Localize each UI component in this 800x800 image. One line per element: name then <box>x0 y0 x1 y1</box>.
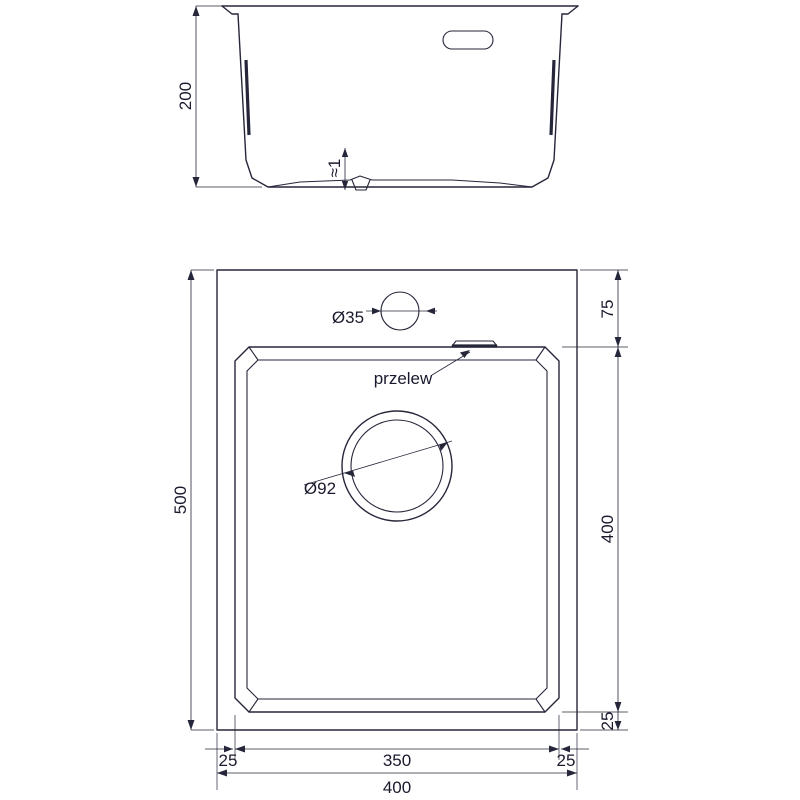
plan-drain-inner-ring <box>351 420 443 512</box>
plan-corner-tl <box>249 347 258 360</box>
dim-bowl-height <box>562 347 628 712</box>
callout-tap-hole-label: Ø35 <box>331 308 365 327</box>
dim-top-margin-arrow-bottom <box>615 337 622 347</box>
dim-overall-width-label: 400 <box>382 778 412 797</box>
front-right-wall-accent <box>551 60 554 135</box>
dim-overall-width-arrow-left <box>217 770 227 777</box>
dim-front-depth-arrow-bottom <box>193 177 200 187</box>
callout-tap-hole-arrow-right <box>426 308 435 315</box>
dim-bowl-height-label: 400 <box>598 514 617 544</box>
dim-right-margin <box>557 746 589 770</box>
front-drain-lip <box>352 180 370 190</box>
dim-overall-height-arrow-bottom <box>188 720 195 730</box>
dim-right-margin-label: 25 <box>556 751 576 770</box>
dim-front-slope-label: ≈1 <box>325 158 344 178</box>
callout-drain-label: Ø92 <box>303 479 337 498</box>
dim-overall-height-label: 500 <box>171 485 190 515</box>
callout-tap-hole-arrow-left <box>372 308 381 315</box>
front-bowl-bottom <box>268 176 532 187</box>
dim-bowl-height-arrow-bottom <box>615 702 622 712</box>
plan-corner-bl <box>249 699 258 712</box>
dim-bowl-height-arrow-top <box>615 347 622 357</box>
front-left-wall-accent <box>246 60 249 135</box>
dim-top-margin-arrow-top <box>615 270 622 280</box>
front-overflow-slot <box>443 31 493 49</box>
dim-top-margin-label: 75 <box>598 299 617 319</box>
plan-bowl-opening <box>235 347 559 712</box>
front-left-flange <box>222 6 238 14</box>
callout-tap-hole <box>332 308 437 327</box>
dim-front-slope-arrow-bottom <box>342 181 348 190</box>
dim-bottom-margin <box>580 712 628 731</box>
dim-front-depth <box>176 6 262 187</box>
dim-top-margin <box>562 270 628 347</box>
dim-front-depth-arrow-top <box>193 6 200 16</box>
dim-left-margin-label: 25 <box>218 751 238 770</box>
dim-overall-height-arrow-top <box>188 270 195 280</box>
callout-drain <box>304 441 452 498</box>
dim-overall-width-arrow-right <box>567 770 577 777</box>
dim-bottom-margin-label: 25 <box>598 711 617 731</box>
dim-left-margin <box>205 746 237 770</box>
callout-overflow <box>374 350 470 388</box>
front-right-flange <box>562 6 578 14</box>
plan-corner-br <box>536 699 545 712</box>
plan-outer-plate <box>217 270 577 730</box>
front-bowl-outline <box>238 14 562 187</box>
top-plan-view <box>171 270 628 797</box>
front-section-view <box>176 6 578 190</box>
dim-overall-height <box>171 270 214 730</box>
plan-corner-tr <box>536 347 545 360</box>
dim-front-depth-label: 200 <box>176 81 195 111</box>
dim-front-slope-arrow-top <box>342 148 348 157</box>
plan-drain-outer-ring <box>342 411 452 521</box>
dim-bowl-width-label: 350 <box>382 751 412 770</box>
callout-drain-arrow-left <box>344 471 355 478</box>
dim-bowl-width <box>235 715 559 770</box>
callout-overflow-label: przelew <box>373 369 433 388</box>
dim-front-slope <box>325 148 348 190</box>
